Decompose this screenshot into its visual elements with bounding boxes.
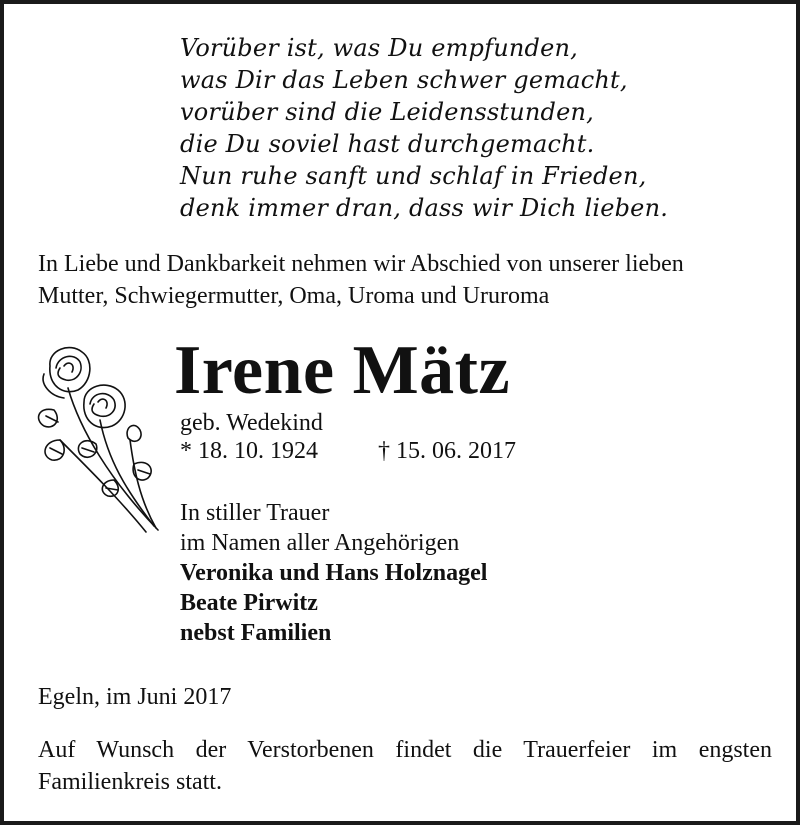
funeral-note xyxy=(38,734,772,798)
birth-date: * 18. 10. 1924 xyxy=(180,438,318,464)
place-date: Egeln, im Juni 2017 xyxy=(38,684,232,710)
intro-line: Mutter, Schwiegermutter, Oma, Uroma und Ururoma xyxy=(38,283,550,309)
poem-line: vorüber sind die Leidensstunden, xyxy=(180,98,595,126)
roses-icon xyxy=(30,340,170,540)
poem-line: was Dir das Leben schwer gemacht, xyxy=(180,66,628,94)
life-dates xyxy=(180,436,516,466)
intro-text xyxy=(38,248,778,312)
mourning-line: In stiller Trauer xyxy=(180,500,330,526)
poem-line: Nun ruhe sanft und schlaf in Frieden, xyxy=(180,162,647,190)
note-line: Familienkreis statt. xyxy=(38,769,222,795)
birth-name: geb. Wedekind xyxy=(180,410,323,436)
intro-line: In Liebe und Dankbarkeit nehmen wir Abschied von unserer lieben xyxy=(38,251,684,277)
deceased-name: Irene Mätz xyxy=(174,332,511,409)
poem-line: Vorüber ist, was Du empfunden, xyxy=(180,34,578,62)
mourners xyxy=(180,498,487,648)
mourner-name: Veronika und Hans Holznagel xyxy=(180,560,488,586)
mourning-line: im Namen aller Angehörigen xyxy=(180,530,460,556)
poem-line: die Du soviel hast durchgemacht. xyxy=(180,130,595,158)
note-line: Auf Wunsch der Verstorbenen findet die Trauerfeier im engsten xyxy=(38,737,772,763)
mourner-name: Beate Pirwitz xyxy=(180,590,318,616)
death-date: † 15. 06. 2017 xyxy=(378,438,516,464)
mourner-name: nebst Familien xyxy=(180,620,332,646)
poem-line: denk immer dran, dass wir Dich lieben. xyxy=(180,194,669,222)
poem xyxy=(180,32,680,224)
